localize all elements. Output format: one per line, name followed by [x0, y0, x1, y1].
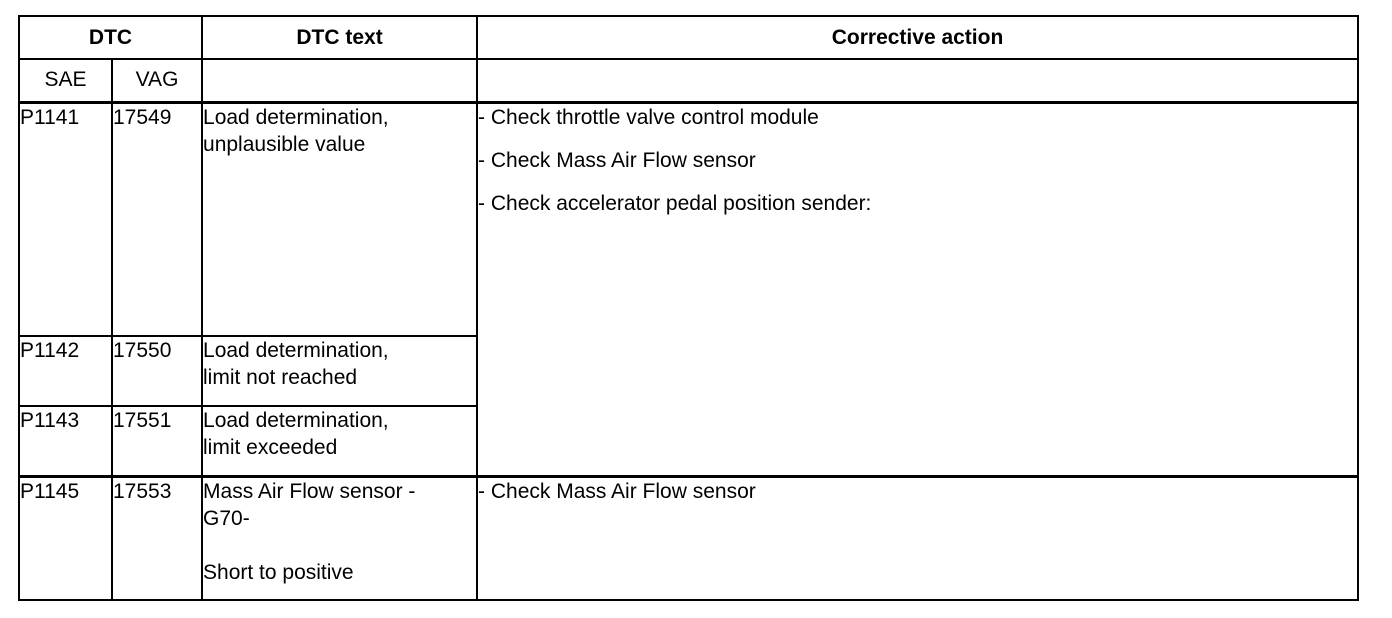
dtc-text — [202, 406, 477, 476]
vag-code: 17549 — [112, 102, 202, 336]
header-dtc: DTC — [19, 16, 202, 59]
dtc-text — [202, 336, 477, 406]
dtc-table — [18, 15, 1359, 601]
sae-code: P1143 — [19, 406, 112, 476]
action-item: - Check accelerator pedal position sender: — [478, 191, 872, 215]
corrective-action-group-2 — [477, 476, 1358, 600]
dtc-text-line: Mass Air Flow sensor - — [203, 479, 416, 503]
header-corrective-action: Corrective action — [477, 16, 1358, 59]
table-row — [19, 476, 1358, 600]
spacer — [203, 532, 476, 559]
subheader-row — [19, 59, 1358, 102]
vag-code: 17551 — [112, 406, 202, 476]
dtc-text-line: limit not reached — [203, 366, 358, 389]
header-sae: SAE — [19, 59, 112, 102]
dtc-text-line: Short to positive — [203, 560, 354, 584]
header-row — [19, 16, 1358, 59]
action-item: - Check Mass Air Flow sensor — [478, 148, 756, 172]
sae-code: P1142 — [19, 336, 112, 406]
dtc-text-line: G70- — [203, 506, 250, 530]
action-item: - Check throttle valve control module — [478, 105, 819, 129]
sae-code: P1145 — [19, 476, 112, 600]
dtc-text-line: Load determination, — [203, 105, 389, 129]
dtc-text-line: Load determination, — [203, 409, 389, 432]
dtc-text-line: Load determination, — [203, 339, 389, 362]
action-item: - Check Mass Air Flow sensor — [478, 479, 756, 503]
header-dtc-text: DTC text — [202, 16, 477, 59]
dtc-text-line: limit exceeded — [203, 436, 338, 459]
vag-code: 17553 — [112, 476, 202, 600]
subheader-empty-action — [477, 59, 1358, 102]
dtc-text — [202, 476, 477, 600]
corrective-action-group-1 — [477, 102, 1358, 476]
table-row — [19, 102, 1358, 336]
sae-code: P1141 — [19, 102, 112, 336]
header-vag: VAG — [112, 59, 202, 102]
dtc-text-line: unplausible value — [203, 132, 366, 156]
vag-code: 17550 — [112, 336, 202, 406]
subheader-empty-text — [202, 59, 477, 102]
dtc-text — [202, 102, 477, 336]
